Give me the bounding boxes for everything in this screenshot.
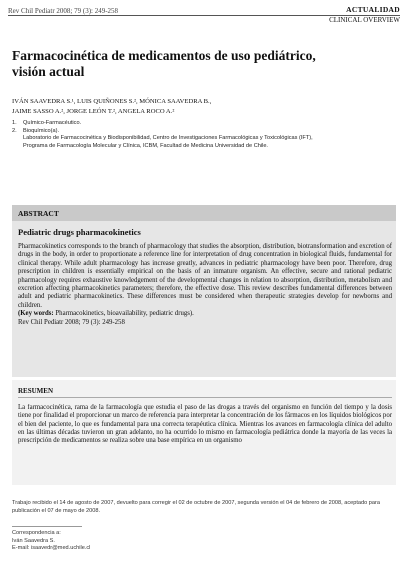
email-link[interactable]: E-mail: isaavedr@med.uchile.cl: [12, 545, 91, 552]
page-header: [0, 0, 408, 24]
affiliation-item: 1. Químico-Farmacéutico.: [12, 120, 82, 126]
affiliation-item: Programa de Farmacología Molecular y Clínica, ICBM, Facultad de Medicina Universidad de Chile.: [23, 142, 268, 149]
abstract-body: Pharmacokinetics corresponds to the branch of pharmacology that studies the absorption, distribution, biotransformation and excretion of drugs in the body, in order to proportionate a reference line for interpretation of drug concentration in biological fluids, fundamental for clinical therapy. While adult pharmacology has increase greatly, advances in pediatric pharmacology have been poor. Therefore, drug prescription in children is essentially empirical on the basis of an inmature organism. An effective, secure and rational pediatric pharmacology requires exhaustive knowledgement of the developmental changes in relation to absorption, distribution, metabolism and excretion affecting pharmacokinetics parameters; therefore, the effective dose. This review describes fundamental differences between adult and pediatric pharmacokinetics. These differences must be considered when therapeutic strategies develop for newborns and children. (Key words: Pharmacokinetics, bioavailability, pediatric drugs). Rev Chil Pediatr 2008; 79 (3): 249-258: [18, 243, 392, 326]
journal-citation: Rev Chil Pediatr 2008; 79 (3): 249-258: [8, 7, 119, 15]
author-list: IVÁN SAAVEDRA S.¹, LUIS QUIÑONES S.², MÓNICA SAAVEDRA B., JAIME SASSO A.², JORGE LEÓN T.², ANGELA ROCO A.²: [12, 98, 212, 115]
abstract-subtitle: Pediatric drugs pharmacokinetics: [18, 227, 141, 237]
keywords: Pharmacokinetics, bioavailability, pediatric drugs).: [53, 310, 194, 318]
affiliations: [12, 120, 396, 150]
resumen-rule: [18, 397, 392, 398]
correspondence: Correspondencia a: Iván Saavedra S. E-mail: isaavedr@med.uchile.cl: [12, 530, 91, 552]
resumen-heading: RESUMEN: [18, 387, 54, 395]
received-note: Trabajo recibido el 14 de agosto de 2007, devuelto para corregir el 02 de octubre de 2007, segunda versión el 04 de febrero de 2008, aceptado para publicación el 07 de mayo de 2008.: [12, 500, 380, 514]
affiliation-item: 2. Bioquímico(a).: [12, 127, 60, 134]
abstract-heading: ABSTRACT: [18, 209, 59, 218]
subsection-label: CLINICAL OVERVIEW: [329, 16, 400, 24]
abstract-header-bar: [12, 205, 396, 221]
affiliation-item: Laboratorio de Farmacocinética y Biodisponibilidad, Centro de Investigaciones Farmacológicas y Toxicológicas (IFT),: [23, 135, 313, 142]
section-label: ACTUALIDAD: [346, 5, 400, 14]
correspondence-rule: [12, 526, 82, 527]
abstract-reference: Rev Chil Pediatr 2008; 79 (3): 249-258: [18, 318, 125, 326]
resumen-body: La farmacocinética, rama de la farmacología que estudia el paso de las drogas a través del organismo en función del tiempo y la dosis tiene por finalidad el proporcionar un marco de referencia para interpretar la concentración de los fármacos en los líquidos biológicos por el bien del paciente, lo que es fundamental para una correcta terapéutica clínica. Mientras los avances en farmacología clínica del adulto en las últimas décadas tuvieron un gran adelanto, no ha ocurrido lo mismo en farmacología pediátrica donde la mayoría de las veces la prescripción de medicamentos se realiza sobre una base empírica en un organismo: [18, 404, 392, 445]
keywords-label: (Key words:: [18, 310, 54, 318]
article-title: Farmacocinética de medicamentos de uso pediátrico, visión actual: [12, 48, 316, 79]
